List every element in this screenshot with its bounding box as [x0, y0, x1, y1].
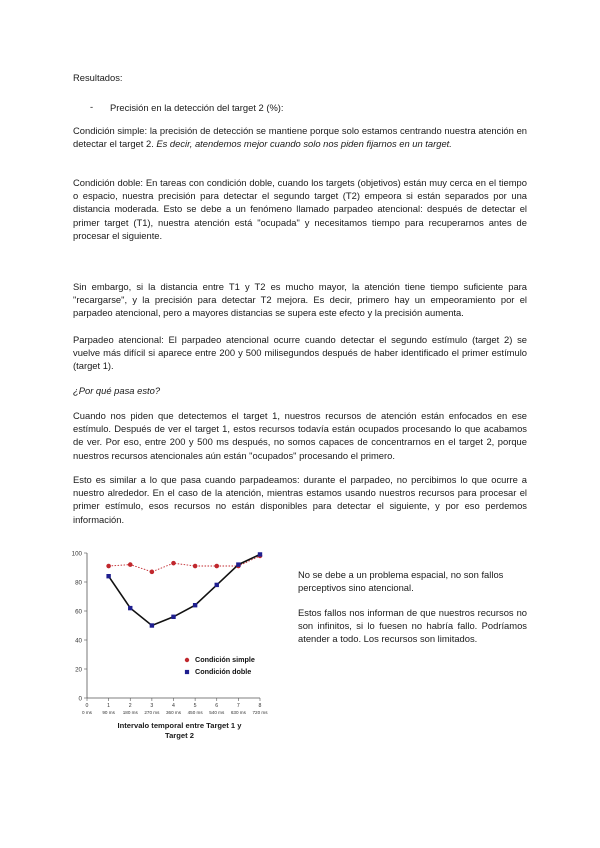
chart-axes — [72, 550, 269, 715]
y-tick-label: 100 — [71, 550, 82, 558]
data-point-doble — [171, 615, 175, 619]
data-point-doble — [150, 623, 154, 627]
x-tick-time: 720 ms — [252, 710, 268, 715]
chart-series — [106, 552, 262, 627]
paragraph-similar: Esto es similar a lo que pasa cuando parpadeamos: durante el parpadeo, no percibimos lo que ocurre a nuestro alrededor. En el caso de la atención, mientras estamos usando nuestros recursos para procesar el primer estímulo, esos recursos no están disponibles para detectar el siguiente, y por eso perdemos información. — [73, 474, 527, 525]
paragraph-sin-embargo: Sin embargo, si la distancia entre T1 y T2 es mucho mayor, la atención tiene tiempo suficiente para "recargarse", y la precisión para detectar T2 mejora. Es decir, primero hay un empeoramiento por el parpadeo atencional, pero a mayores distancias se supera este efecto y la precisión aumenta. — [73, 281, 527, 319]
data-point-simple — [171, 561, 176, 566]
side-note-2: Estos fallos nos informan de que nuestros recursos no son infinitos, si lo fuesen no habría fallo. Podríamos atender a todo. Los recursos son limitados. — [298, 607, 527, 645]
x-tick-number: 1 — [107, 703, 111, 709]
legend-label: Condición simple — [195, 655, 255, 664]
side-note-1: No se debe a un problema espacial, no son fallos perceptivos sino atencional. — [298, 569, 504, 594]
data-point-simple — [106, 564, 111, 569]
legend-marker-simple — [185, 658, 189, 662]
paragraph-simple-italic: Es decir, atendemos mejor cuando solo nos piden fijarnos en un target. — [156, 138, 452, 150]
x-tick-number: 8 — [258, 703, 262, 709]
section-title: Resultados: — [73, 72, 123, 83]
data-point-simple — [150, 570, 155, 575]
data-point-doble — [236, 562, 240, 566]
x-tick-time: 180 ms — [122, 710, 138, 715]
data-point-doble — [215, 583, 219, 587]
paragraph-simple — [73, 124, 527, 150]
data-point-doble — [258, 552, 262, 556]
x-tick-time: 270 ms — [144, 710, 160, 715]
data-point-simple — [214, 564, 219, 569]
data-point-simple — [193, 564, 198, 569]
paragraph-doble: Condición doble: En tareas con condición doble, cuando los targets (objetivos) están muy cerca en el tiempo o espacio, nuestra precisión para detectar el segundo target (T2) empeora si están separados por una distancia moderada. Esto se debe a un fenómeno llamado parpadeo atencional: después de detectar el primer target (T1), nuestra atención está "ocupada" y necesitamos tiempo para recuperarnos antes de procesar el siguiente. — [73, 177, 527, 241]
x-tick-number: 5 — [193, 703, 197, 709]
x-tick-number: 2 — [128, 703, 132, 709]
data-point-doble — [106, 574, 110, 578]
x-tick-time: 360 ms — [165, 710, 182, 715]
bullet-dash: - — [90, 101, 94, 112]
y-tick-label: 60 — [75, 608, 82, 616]
precision-chart — [60, 545, 280, 740]
paragraph-parpadeo: Parpadeo atencional: El parpadeo atencional ocurre cuando detectar el segundo estímulo (target 2) se vuelve más difícil si aparece entre 200 y 500 milisegundos después de haber identificado el primer estímulo (target 1). — [73, 334, 527, 372]
paragraph-simple-text: Condición simple: la precisión de detección se mantiene porque solo estamos centrando nuestra atención en detectar el target 2. — [73, 125, 527, 150]
x-tick-time: 450 ms — [187, 710, 203, 715]
x-tick-time: 90 ms — [102, 710, 115, 715]
y-tick-label: 0 — [78, 695, 82, 703]
data-point-doble — [193, 603, 197, 607]
y-tick-label: 40 — [75, 637, 82, 645]
x-tick-number: 6 — [215, 703, 219, 709]
x-tick-time: 630 ms — [230, 710, 246, 715]
legend-label: Condición doble — [195, 667, 252, 676]
x-tick-time: 540 ms — [209, 710, 225, 715]
chart-legend — [185, 655, 255, 676]
paragraph-cuando: Cuando nos piden que detectemos el target 1, nuestros recursos de atención están enfocados en ese estímulo. Después de ver el target 1, estos recursos todavía están ocupados procesando lo que acabamos de ver. Por eso, entre 200 y 500 ms después, no somos capaces de concentrarnos en el target 2, porque nuestros recursos atencionales aún están "ocupados" procesando el primero. — [73, 410, 527, 461]
y-tick-label: 20 — [75, 666, 82, 674]
x-tick-number: 4 — [172, 703, 175, 709]
legend-marker-doble — [185, 670, 189, 674]
question-heading: ¿Por qué pasa esto? — [73, 385, 161, 396]
x-tick-time: 0 ms — [82, 710, 92, 715]
y-tick-label: 80 — [75, 579, 82, 587]
x-tick-number: 3 — [150, 703, 154, 709]
x-tick-number: 0 — [85, 703, 89, 709]
data-point-simple — [128, 562, 133, 567]
bullet-text: Precisión en la detección del target 2 (%): — [110, 102, 284, 113]
data-point-doble — [128, 606, 132, 610]
x-tick-number: 7 — [236, 703, 240, 709]
chart-x-axis-label: Intervalo temporal entre Target 1 y Target 2 — [117, 721, 242, 740]
